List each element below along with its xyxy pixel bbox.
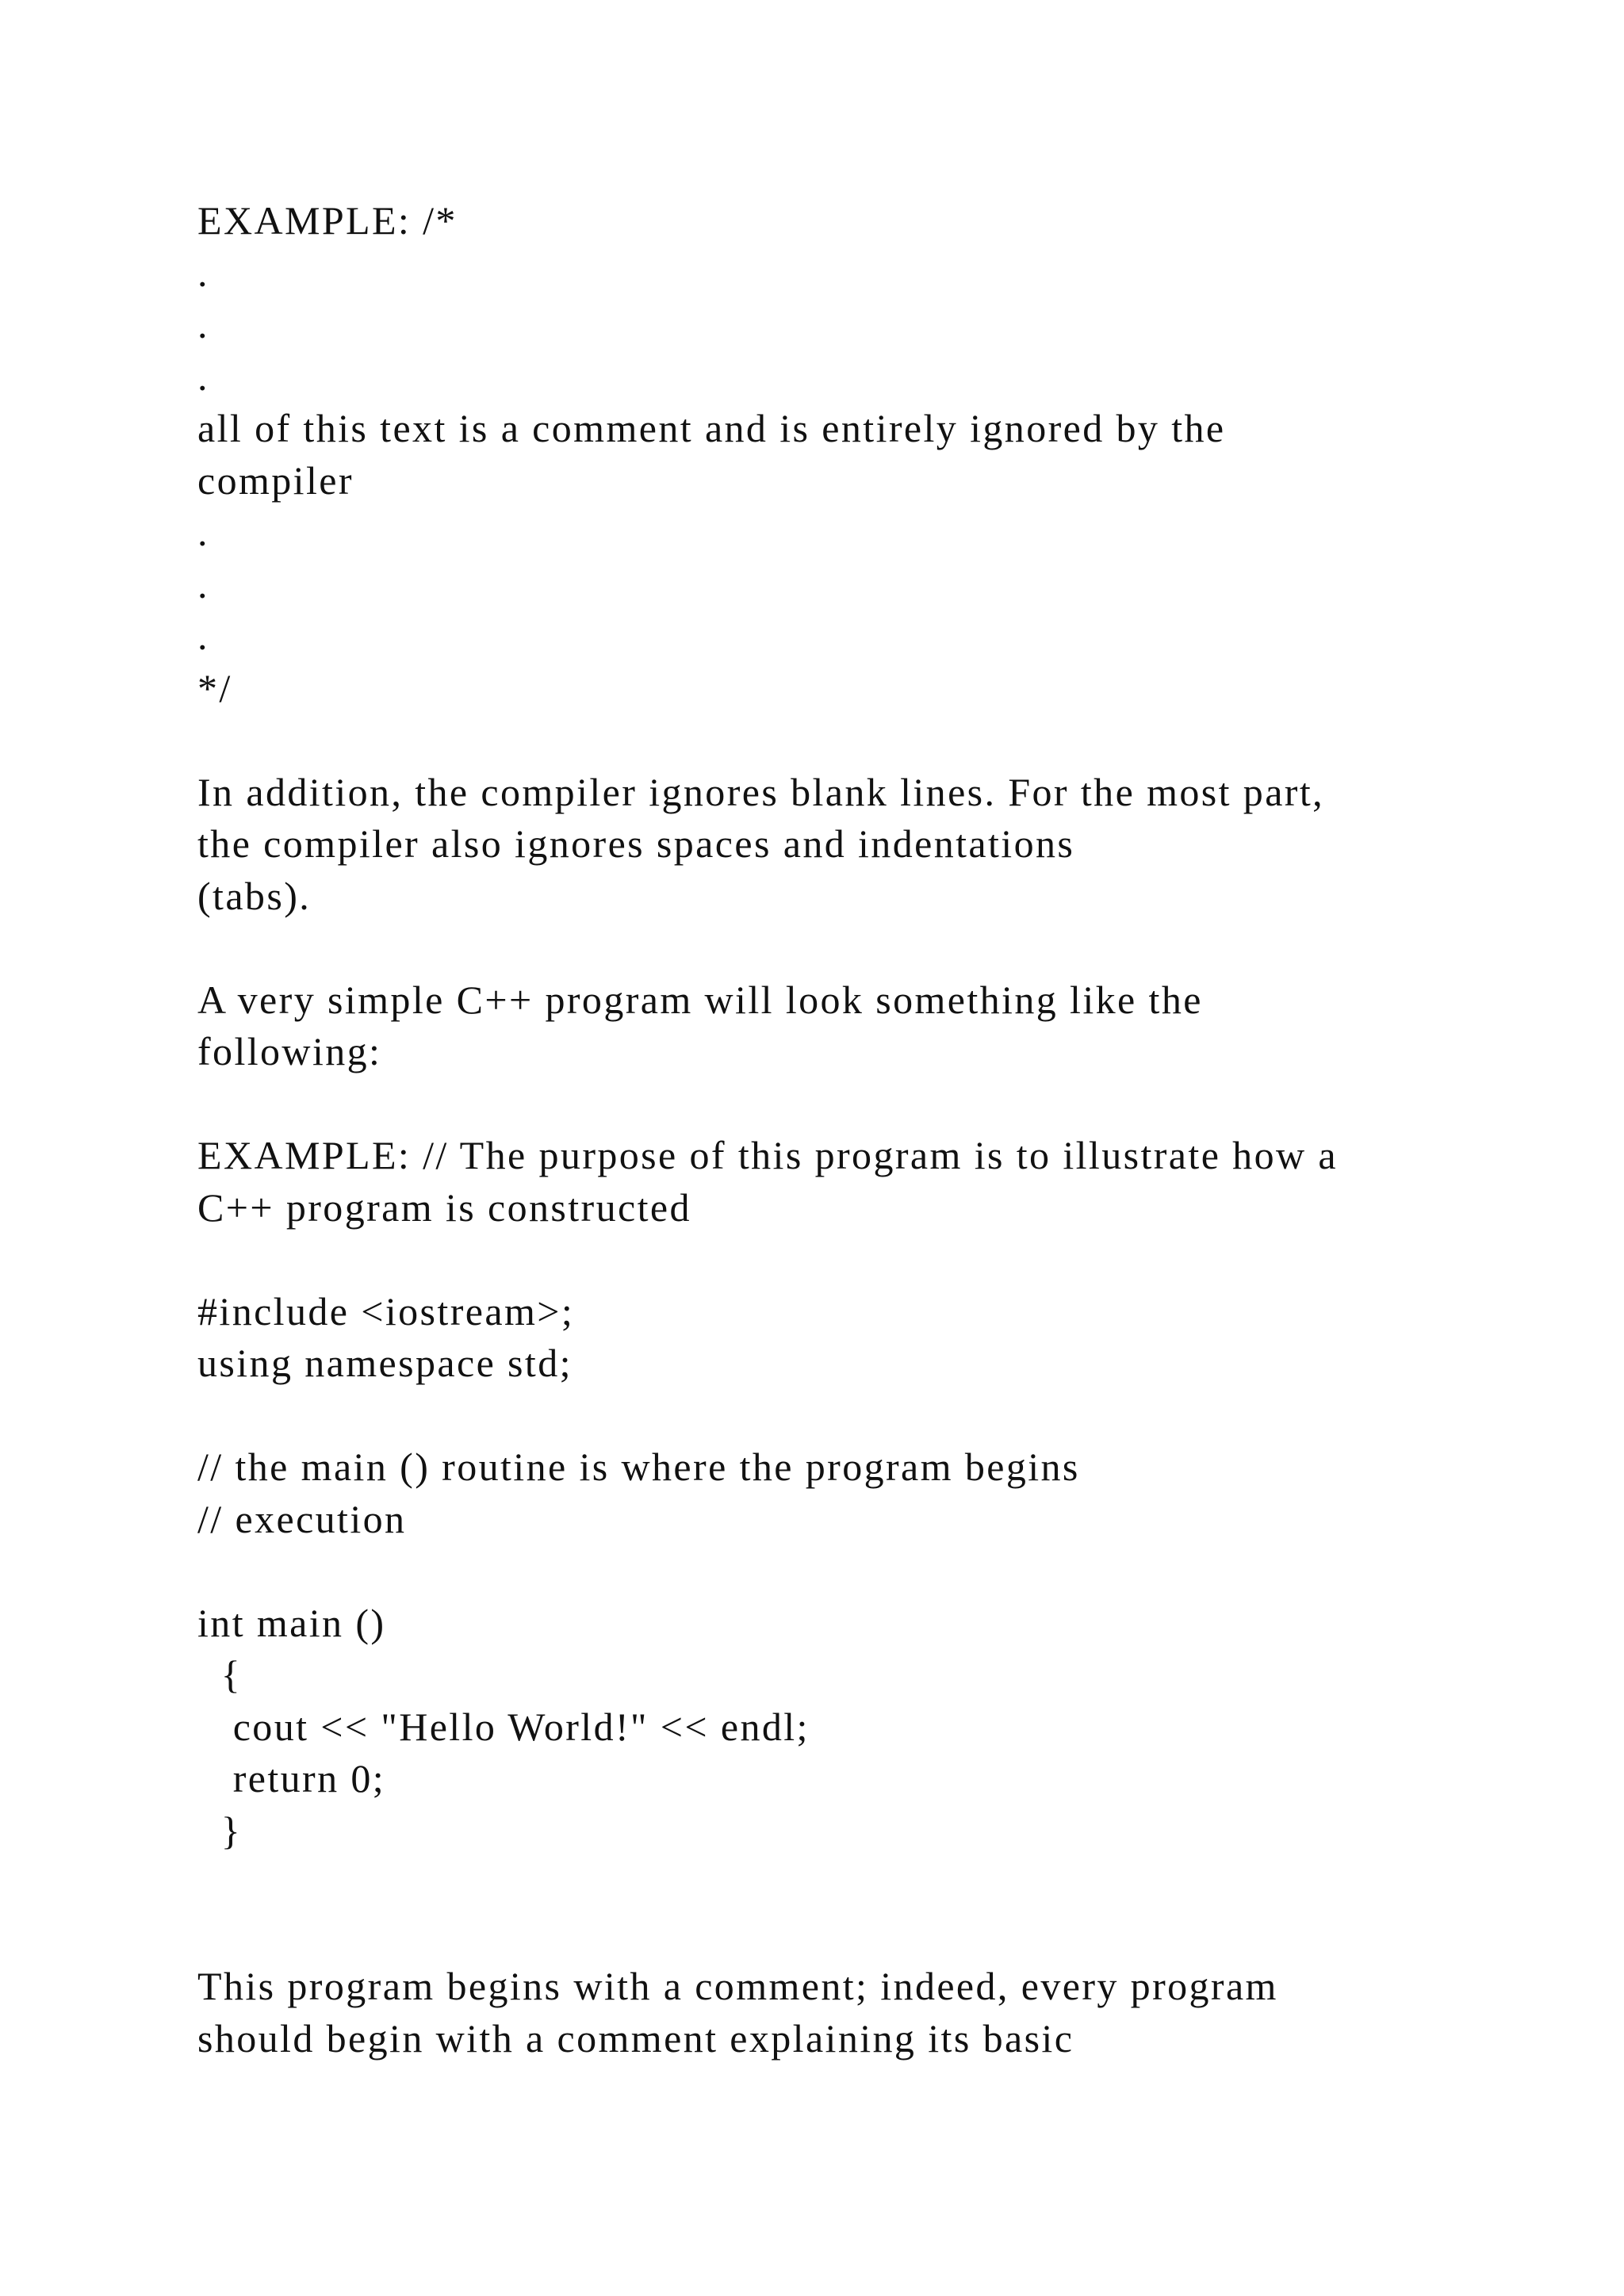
- paragraph-line: This program begins with a comment; indeed, every program: [197, 1964, 1278, 2008]
- code-comment-line: // the main () routine is where the program begins: [197, 1445, 1080, 1489]
- blank-line: [197, 1234, 1530, 1286]
- blank-line: [197, 1857, 1530, 1909]
- blank-line: [197, 1909, 1530, 1961]
- ellipsis-dot: .: [197, 561, 209, 607]
- code-example-header: EXAMPLE: // The purpose of this program is to illustrate how a: [197, 1133, 1338, 1177]
- ellipsis-dot: .: [197, 354, 209, 399]
- comment-example-open: EXAMPLE: /*: [197, 198, 458, 243]
- comment-example-close: */: [197, 665, 232, 710]
- blank-line: [197, 1545, 1530, 1598]
- code-example-header: C++ program is constructed: [197, 1184, 691, 1230]
- code-line: {: [197, 1652, 243, 1697]
- ellipsis-dot: .: [197, 302, 209, 346]
- paragraph-line: A very simple C++ program will look something like the: [197, 977, 1203, 1022]
- code-line: using namespace std;: [197, 1341, 573, 1385]
- blank-line: [197, 1390, 1530, 1442]
- paragraph-line: (tabs).: [197, 873, 312, 918]
- comment-text-line: compiler: [197, 457, 354, 503]
- ellipsis-dot: .: [197, 510, 209, 554]
- code-comment-line: // execution: [197, 1496, 407, 1541]
- code-line: #include <iostream>;: [197, 1288, 575, 1334]
- paragraph-line: In addition, the compiler ignores blank lines. For the most part,: [197, 769, 1325, 814]
- code-line: int main (): [197, 1600, 386, 1645]
- blank-line: [197, 922, 1530, 974]
- paragraph-line: should begin with a comment explaining its basic: [197, 2015, 1074, 2061]
- blank-line: [197, 714, 1530, 767]
- blank-line: [197, 1078, 1530, 1131]
- code-line: return 0;: [197, 1756, 386, 1800]
- code-line: cout << "Hello World!" << endl;: [197, 1704, 810, 1749]
- ellipsis-dot: .: [197, 250, 209, 295]
- paragraph-line: following:: [197, 1029, 382, 1073]
- comment-text-line: all of this text is a comment and is entirely ignored by the: [197, 406, 1226, 450]
- paragraph-line: the compiler also ignores spaces and indentations: [197, 821, 1075, 866]
- document-body: [197, 195, 1530, 2064]
- ellipsis-dot: .: [197, 614, 209, 658]
- code-line: }: [197, 1808, 243, 1853]
